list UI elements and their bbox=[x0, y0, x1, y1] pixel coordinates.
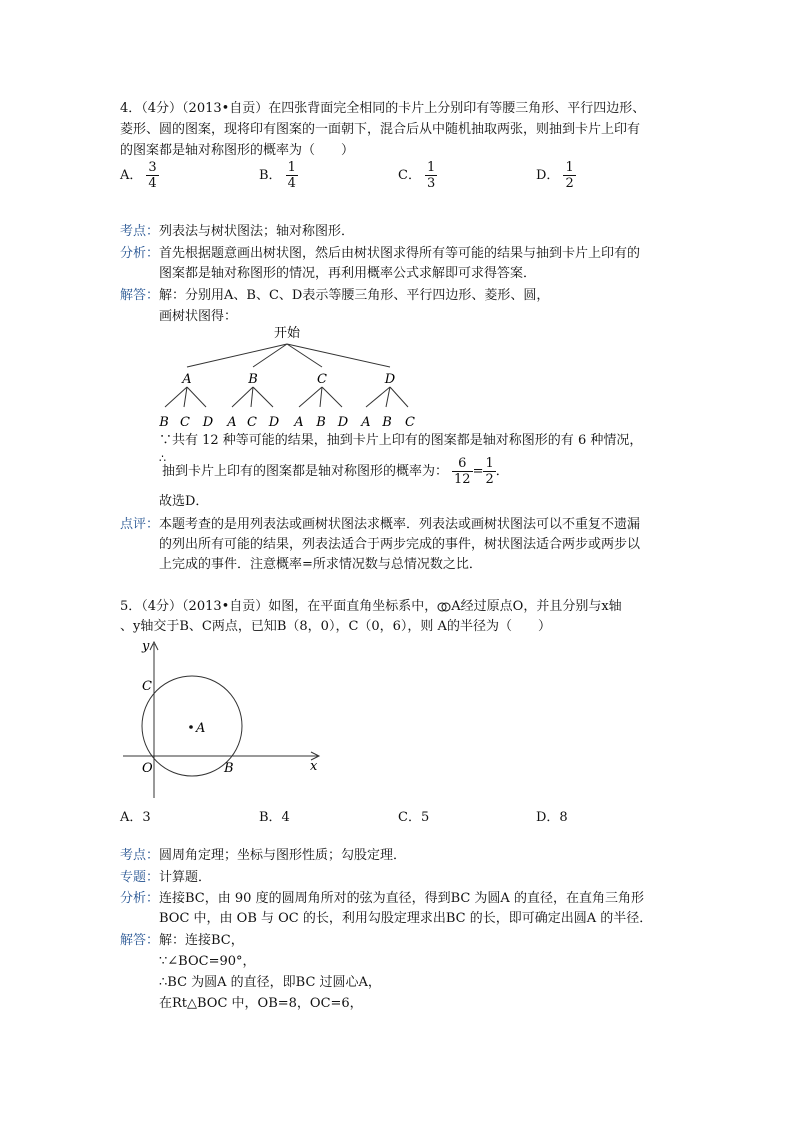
tree-node-a: A bbox=[182, 372, 192, 387]
tree-leaf: B bbox=[159, 415, 169, 430]
q5-option-c: C．5 bbox=[398, 810, 430, 825]
point-b-label: B bbox=[224, 761, 234, 776]
q4-stem-line-3: 的图案都是轴对称图形的概率为（ ） bbox=[120, 143, 355, 158]
q5-jieda-line-3: ∴BC 为圆A 的直径，即BC 过圆心A， bbox=[159, 975, 381, 990]
q4-kaodian: 考点：列表法与树状图法；轴对称图形． bbox=[120, 224, 355, 239]
jieda-label: 解答： bbox=[120, 288, 160, 303]
q4-option-b: B． $\frac{1}{4}$ bbox=[259, 160, 296, 191]
tree-leaf: A bbox=[294, 415, 304, 430]
q4-jieda: 解答：解：分别用A、B、C、D表示等腰三角形、平行四边形、菱形、圆， bbox=[120, 288, 550, 303]
center-a-label: A bbox=[196, 721, 206, 736]
y-axis-label: y bbox=[142, 639, 150, 654]
q5-zhuanti: 专题：计算题． bbox=[120, 870, 212, 885]
x-axis-label: x bbox=[310, 759, 318, 774]
q4-stem-line-2: 菱形、圆的图案，现将印有图案的一面朝下，混合后从中随机抽取两张，则抽到卡片上印有 bbox=[120, 122, 641, 137]
tree-node-c: C bbox=[317, 372, 327, 387]
q4-jieda-line-4: 抽到卡片上印有的图案都是轴对称图形的概率为： $\frac{6}{12}$ = $\frac{1}{2}$ ． bbox=[162, 456, 509, 487]
fenxi-label: 分析： bbox=[120, 891, 160, 906]
q4-dianping-line-2: 的列出所有可能的结果，列表法适合于两步完成的事件，树状图法适合两步或两步以 bbox=[159, 537, 641, 552]
tree-leaf: A bbox=[227, 415, 237, 430]
zhuanti-label: 专题： bbox=[120, 870, 160, 885]
kaodian-label: 考点： bbox=[120, 224, 160, 239]
q5-option-a: A．3 bbox=[120, 810, 151, 825]
q4-fenxi-line-2: 图案都是轴对称图形的情况，再利用概率公式求解即可求得答案． bbox=[159, 266, 537, 281]
q5-option-b: B．4 bbox=[259, 810, 290, 825]
center-point-a bbox=[189, 725, 193, 729]
q4-option-a: A． $\frac{3}{4}$ bbox=[120, 160, 157, 191]
q4-dianping: 点评：本题考查的是用列表法或画树状图法求概率．列表法或画树状图法可以不重复不遗漏 bbox=[120, 517, 641, 532]
tree-leaf: D bbox=[268, 415, 280, 430]
jieda-label: 解答： bbox=[120, 933, 160, 948]
q5-stem-line-1: 5．（4分）（2013•自贡）如图，在平面直角坐标系中， A经过原点O，并且分别与x轴 bbox=[120, 599, 622, 614]
fenxi-label: 分析： bbox=[120, 246, 160, 261]
q5-option-d: D．8 bbox=[536, 810, 568, 825]
tree-branches bbox=[165, 344, 408, 407]
tree-leaf: C bbox=[247, 415, 257, 430]
tree-leaf: B bbox=[382, 415, 392, 430]
q4-jieda-line-3: ∵共有 12 种等可能的结果，抽到卡片上印有的图案都是轴对称图形的有 6 种情况， bbox=[159, 433, 643, 448]
q4-therefore-symbol: ∴ bbox=[159, 452, 166, 465]
q5-jieda: 解答：解：连接BC， bbox=[120, 933, 244, 948]
tree-leaf: C bbox=[405, 415, 415, 430]
tree-diagram bbox=[150, 322, 440, 432]
q5-kaodian: 考点：圆周角定理；坐标与图形性质；勾股定理． bbox=[120, 848, 407, 863]
q4-option-d: D． $\frac{1}{2}$ bbox=[536, 160, 574, 191]
circle-symbol-icon bbox=[437, 601, 451, 613]
tree-leaf: D bbox=[337, 415, 349, 430]
origin-label: O bbox=[142, 761, 153, 776]
tree-root: 开始 bbox=[273, 326, 301, 341]
point-c-label: C bbox=[142, 679, 152, 694]
q4-jieda-line-5: 故选D． bbox=[159, 494, 209, 509]
tree-leaf: D bbox=[202, 415, 214, 430]
tree-node-d: D bbox=[384, 372, 396, 387]
q4-stem-line-1: 4．（4分）（2013•自贡）在四张背面完全相同的卡片上分别印有等腰三角形、平行四边形、 bbox=[120, 101, 646, 116]
tree-leaf: B bbox=[316, 415, 326, 430]
tree-node-b: B bbox=[248, 372, 258, 387]
q4-jieda-line-2: 画树状图得： bbox=[159, 309, 238, 324]
q5-jieda-line-2: ∵∠BOC=90°， bbox=[159, 954, 256, 969]
dianping-label: 点评： bbox=[120, 517, 160, 532]
q5-jieda-line-4: 在Rt△BOC 中，OB=8，OC=6， bbox=[159, 996, 363, 1011]
q5-fenxi: 分析：连接BC，由 90 度的圆周角所对的弦为直径，得到BC 为圆A 的直径，在直角三角形 bbox=[120, 891, 644, 906]
q4-fenxi: 分析：首先根据题意画出树状图，然后由树状图求得所有等可能的结果与抽到卡片上印有的 bbox=[120, 246, 641, 261]
tree-leaf: C bbox=[180, 415, 190, 430]
kaodian-label: 考点： bbox=[120, 848, 160, 863]
q5-figure bbox=[118, 636, 333, 801]
q4-option-c: C． $\frac{1}{3}$ bbox=[398, 160, 436, 191]
q4-dianping-line-3: 上完成的事件．注意概率=所求情况数与总情况数之比． bbox=[159, 557, 482, 572]
q5-stem-line-2: 、y轴交于B、C两点，已知B（8，0），C（0，6），则 A的半径为（ ） bbox=[120, 619, 551, 634]
tree-leaf: A bbox=[361, 415, 371, 430]
q5-fenxi-line-2: BOC 中，由 OB 与 OC 的长，利用勾股定理求出BC 的长，即可确定出圆A 的半径． bbox=[159, 911, 653, 926]
